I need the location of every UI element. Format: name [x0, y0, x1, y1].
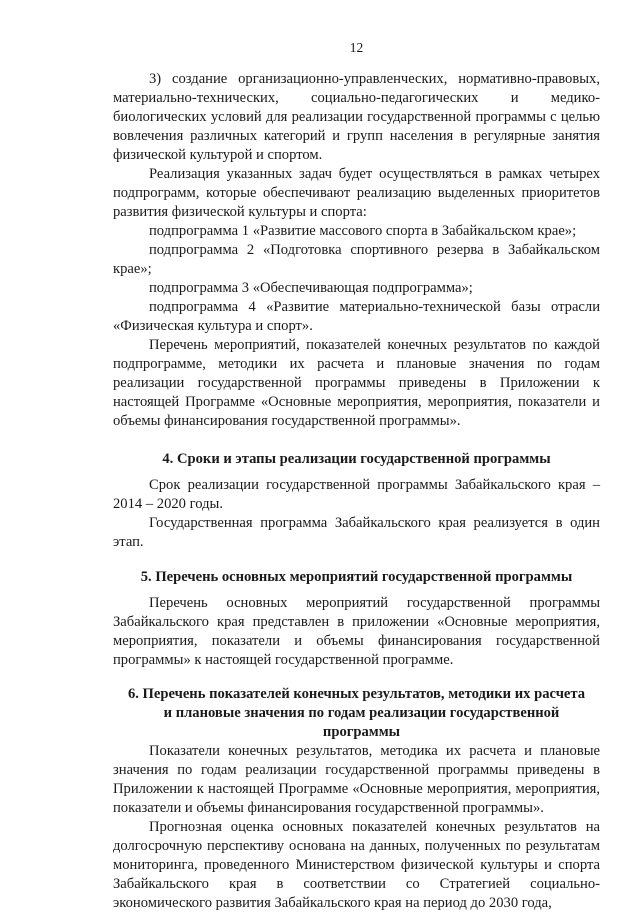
paragraph-subprograms-intro: Реализация указанных задач будет осуществляться в рамках четырех подпрограмм, которые обеспечивают реализацию выделенных приоритетов развития физической культуры и спорта:	[113, 166, 600, 220]
section-6-paragraph-forecast: Прогнозная оценка основных показателей конечных результатов на долгосрочную перспективу основана на данных, полученных по результатам мониторинга, проведенного Министерством физической культуры и спорта Забайкальского края в соответствии со Стратегией социально-экономического развития Забайкальского края на период до 2030 года,	[113, 819, 600, 911]
section-6-heading-line-2: и плановые значения по годам реализации государственной	[163, 705, 560, 721]
subprogram-2: подпрограмма 2 «Подготовка спортивного резерва в Забайкальском крае»;	[113, 242, 600, 277]
section-4-paragraph-stage: Государственная программа Забайкальского края реализуется в один этап.	[113, 515, 600, 550]
section-6-heading-line-3: программы	[322, 724, 401, 740]
section-4-heading: 4. Сроки и этапы реализации государственной программы	[162, 451, 551, 467]
subprogram-1: подпрограмма 1 «Развитие массового спорта в Забайкальском крае»;	[149, 223, 577, 239]
section-6-paragraph-indicators: Показатели конечных результатов, методика их расчета и плановые значения по годам реализации государственной программы приведены в Приложении к настоящей Программе «Основные мероприятия, мероприятия, показатели и объемы финансирования государственной программы».	[113, 743, 600, 816]
section-5-heading: 5. Перечень основных мероприятий государственной программы	[140, 569, 573, 585]
section-4-paragraph-term: Срок реализации государственной программы Забайкальского края – 2014 – 2020 годы.	[113, 477, 600, 512]
section-6-heading	[113, 685, 600, 742]
subprogram-4: подпрограмма 4 «Развитие материально-технической базы отрасли «Физическая культура и спорт».	[113, 299, 600, 334]
section-6-heading-line-1: 6. Перечень показателей конечных результатов, методики их расчета	[127, 686, 586, 702]
page-content	[113, 70, 600, 913]
paragraph-activities-list: Перечень мероприятий, показателей конечных результатов по каждой подпрограмме, методики их расчета и плановые значения по годам реализации государственной программы приведены в Приложении к настоящей Программе «Основные мероприятия, мероприятия, показатели и объемы финансирования государственной программы».	[113, 337, 600, 429]
section-5-paragraph: Перечень основных мероприятий государственной программы Забайкальского края представлен в приложении «Основные мероприятия, мероприятия, показатели и объемы финансирования государственной программы» к настоящей государственной программе.	[113, 595, 600, 668]
page-number: 12	[349, 40, 364, 55]
paragraph-item-3: 3) создание организационно-управленческих, нормативно-правовых, материально-технических, социально-педагогических и медико-биологических условий для реализации государственной программы с целью вовлечения различных категорий и групп населения в регулярные занятия физической культурой и спортом.	[113, 71, 600, 163]
subprogram-3: подпрограмма 3 «Обеспечивающая подпрограмма»;	[149, 280, 473, 296]
